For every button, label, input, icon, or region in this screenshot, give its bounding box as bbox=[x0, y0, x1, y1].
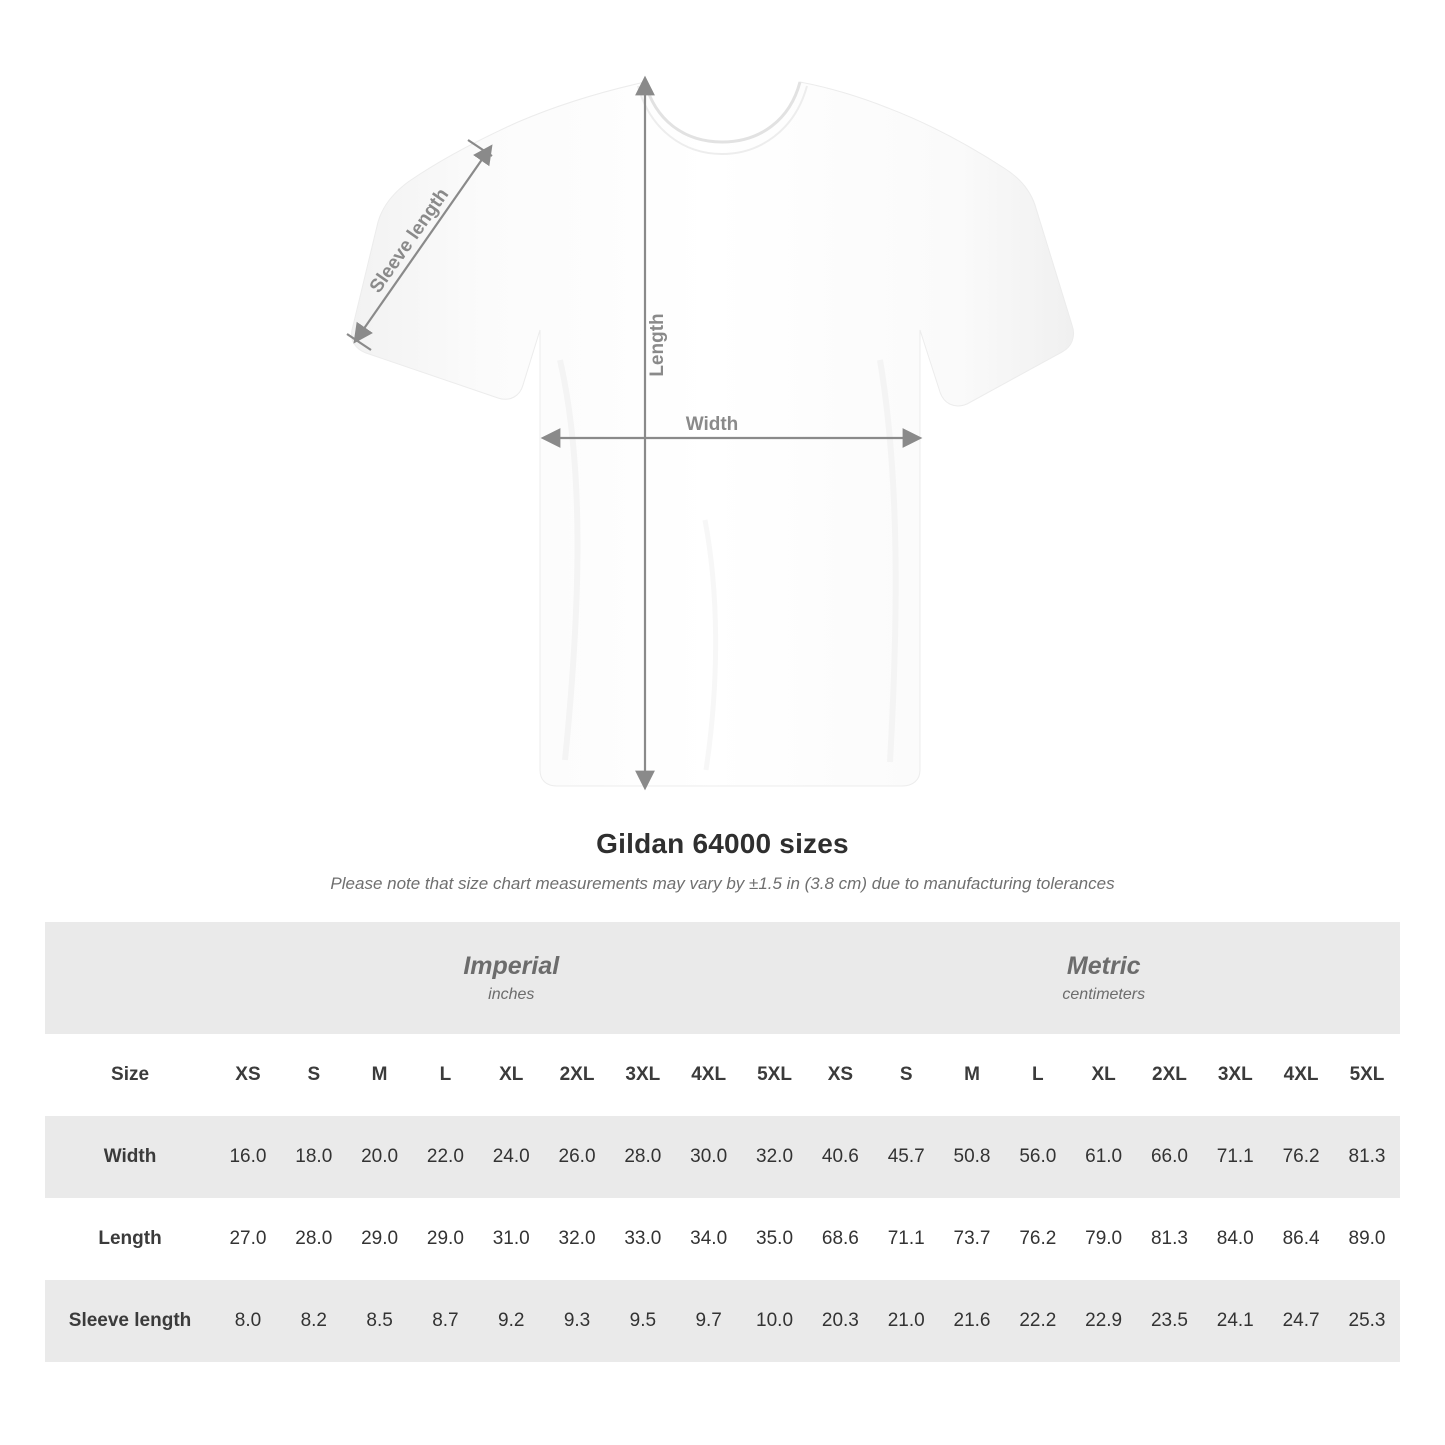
cell: 9.2 bbox=[478, 1280, 544, 1362]
header-cell: 3XL bbox=[610, 1034, 676, 1116]
cell: 76.2 bbox=[1005, 1198, 1071, 1280]
header-cell: L bbox=[1005, 1034, 1071, 1116]
cell: 31.0 bbox=[478, 1198, 544, 1280]
cell: 89.0 bbox=[1334, 1198, 1400, 1280]
size-table bbox=[45, 922, 1400, 1362]
cell: 9.5 bbox=[610, 1280, 676, 1362]
title-block bbox=[0, 828, 1445, 894]
table-row bbox=[45, 1116, 1400, 1198]
cell: 45.7 bbox=[873, 1116, 939, 1198]
cell: 28.0 bbox=[610, 1116, 676, 1198]
cell: 23.5 bbox=[1137, 1280, 1203, 1362]
row-label-sleeve-length: Sleeve length bbox=[45, 1280, 215, 1362]
cell: 28.0 bbox=[281, 1198, 347, 1280]
unit-imperial-sub: inches bbox=[488, 986, 535, 1004]
header-cell: XL bbox=[1071, 1034, 1137, 1116]
cell: 16.0 bbox=[215, 1116, 281, 1198]
table-row bbox=[45, 1280, 1400, 1362]
header-cell: S bbox=[281, 1034, 347, 1116]
cell: 10.0 bbox=[742, 1280, 808, 1362]
header-cell: 2XL bbox=[544, 1034, 610, 1116]
cell: 8.2 bbox=[281, 1280, 347, 1362]
header-cell: XS bbox=[807, 1034, 873, 1116]
cell: 50.8 bbox=[939, 1116, 1005, 1198]
cell: 25.3 bbox=[1334, 1280, 1400, 1362]
cell: 81.3 bbox=[1137, 1198, 1203, 1280]
cell: 84.0 bbox=[1202, 1198, 1268, 1280]
cell: 29.0 bbox=[347, 1198, 413, 1280]
width-label: Width bbox=[685, 414, 739, 435]
cell: 22.0 bbox=[413, 1116, 479, 1198]
cell: 32.0 bbox=[742, 1116, 808, 1198]
cell: 29.0 bbox=[413, 1198, 479, 1280]
cell: 86.4 bbox=[1268, 1198, 1334, 1280]
header-cell: 4XL bbox=[1268, 1034, 1334, 1116]
unit-group-row bbox=[45, 922, 1400, 1034]
length-label: Length bbox=[647, 313, 668, 377]
cell: 26.0 bbox=[544, 1116, 610, 1198]
cell: 40.6 bbox=[807, 1116, 873, 1198]
header-cell: 2XL bbox=[1137, 1034, 1203, 1116]
size-table-wrapper bbox=[45, 922, 1400, 1362]
cell: 22.2 bbox=[1005, 1280, 1071, 1362]
unit-spacer-cell bbox=[45, 922, 215, 1034]
header-cell: 5XL bbox=[742, 1034, 808, 1116]
cell: 56.0 bbox=[1005, 1116, 1071, 1198]
cell: 8.7 bbox=[413, 1280, 479, 1362]
page-title: Gildan 64000 sizes bbox=[596, 828, 849, 859]
cell: 35.0 bbox=[742, 1198, 808, 1280]
cell: 79.0 bbox=[1071, 1198, 1137, 1280]
cell: 27.0 bbox=[215, 1198, 281, 1280]
row-label-width: Width bbox=[45, 1116, 215, 1198]
unit-group-metric bbox=[807, 922, 1400, 1034]
unit-group-imperial bbox=[215, 922, 807, 1034]
cell: 66.0 bbox=[1137, 1116, 1203, 1198]
header-cell: M bbox=[939, 1034, 1005, 1116]
cell: 8.0 bbox=[215, 1280, 281, 1362]
cell: 18.0 bbox=[281, 1116, 347, 1198]
cell: 73.7 bbox=[939, 1198, 1005, 1280]
cell: 68.6 bbox=[807, 1198, 873, 1280]
unit-metric-name: Metric bbox=[1066, 951, 1141, 980]
cell: 22.9 bbox=[1071, 1280, 1137, 1362]
cell: 76.2 bbox=[1268, 1116, 1334, 1198]
cell: 33.0 bbox=[610, 1198, 676, 1280]
cell: 81.3 bbox=[1334, 1116, 1400, 1198]
cell: 20.0 bbox=[347, 1116, 413, 1198]
cell: 24.7 bbox=[1268, 1280, 1334, 1362]
cell: 30.0 bbox=[676, 1116, 742, 1198]
cell: 24.0 bbox=[478, 1116, 544, 1198]
cell: 8.5 bbox=[347, 1280, 413, 1362]
header-cell: 3XL bbox=[1202, 1034, 1268, 1116]
unit-imperial-name: Imperial bbox=[463, 951, 560, 980]
cell: 20.3 bbox=[807, 1280, 873, 1362]
header-cell: XL bbox=[478, 1034, 544, 1116]
header-cell: L bbox=[413, 1034, 479, 1116]
unit-metric-sub: centimeters bbox=[1062, 986, 1146, 1004]
header-cell: XS bbox=[215, 1034, 281, 1116]
header-cell: 5XL bbox=[1334, 1034, 1400, 1116]
header-cell: 4XL bbox=[676, 1034, 742, 1116]
header-size-label: Size bbox=[45, 1034, 215, 1116]
cell: 71.1 bbox=[1202, 1116, 1268, 1198]
table-row bbox=[45, 1198, 1400, 1280]
header-cell: M bbox=[347, 1034, 413, 1116]
cell: 71.1 bbox=[873, 1198, 939, 1280]
cell: 9.3 bbox=[544, 1280, 610, 1362]
cell: 21.0 bbox=[873, 1280, 939, 1362]
cell: 61.0 bbox=[1071, 1116, 1137, 1198]
cell: 21.6 bbox=[939, 1280, 1005, 1362]
sleeve-length-label: Sleeve length bbox=[365, 184, 454, 298]
cell: 24.1 bbox=[1202, 1280, 1268, 1362]
cell: 32.0 bbox=[544, 1198, 610, 1280]
tolerance-note: Please note that size chart measurements may vary by ±1.5 in (3.8 cm) due to manufacturing tolerances bbox=[330, 874, 1115, 893]
row-label-length: Length bbox=[45, 1198, 215, 1280]
header-cell: S bbox=[873, 1034, 939, 1116]
cell: 9.7 bbox=[676, 1280, 742, 1362]
cell: 34.0 bbox=[676, 1198, 742, 1280]
size-header-row bbox=[45, 1034, 1400, 1116]
